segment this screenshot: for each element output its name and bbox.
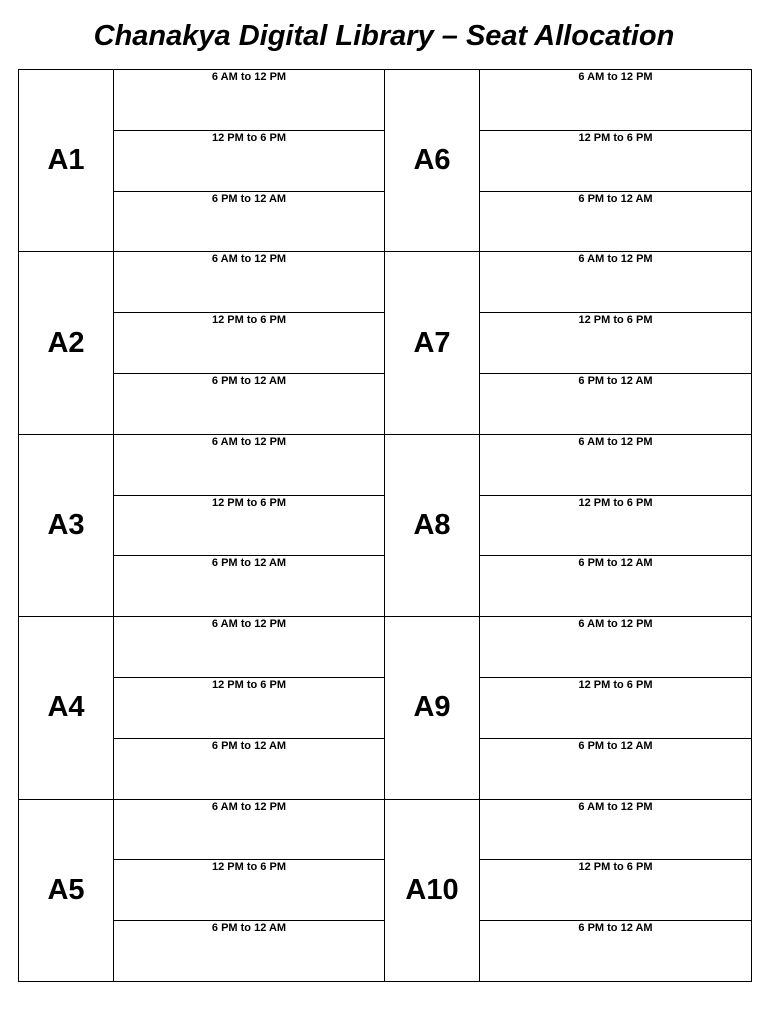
seat-label-left: A5 [19,799,114,981]
time-slot-cell: 6 AM to 12 PM [480,434,752,495]
table-row [19,70,752,131]
time-slot-cell: 6 PM to 12 AM [480,191,752,252]
time-slot-cell: 12 PM to 6 PM [114,860,385,921]
seat-label-right: A7 [385,252,480,434]
time-slot-cell: 6 PM to 12 AM [114,191,385,252]
time-slot-cell: 6 PM to 12 AM [114,373,385,434]
time-slot-cell: 6 PM to 12 AM [480,738,752,799]
time-slot-cell: 6 AM to 12 PM [480,799,752,860]
time-slot-cell: 12 PM to 6 PM [480,130,752,191]
time-slot-cell: 6 AM to 12 PM [480,70,752,131]
seat-label-left: A3 [19,434,114,616]
time-slot-cell: 6 AM to 12 PM [114,799,385,860]
seat-table-body [19,70,752,982]
table-row [19,617,752,678]
page-title: Chanakya Digital Library – Seat Allocation [93,20,675,52]
time-slot-cell: 6 AM to 12 PM [114,70,385,131]
seat-label-left: A2 [19,252,114,434]
time-slot-cell: 12 PM to 6 PM [480,313,752,374]
seat-label-right: A8 [385,434,480,616]
seat-label-right: A6 [385,70,480,252]
time-slot-cell: 6 PM to 12 AM [480,556,752,617]
time-slot-cell: 12 PM to 6 PM [114,313,385,374]
table-row [19,799,752,860]
time-slot-cell: 6 PM to 12 AM [114,921,385,982]
seat-label-left: A1 [19,70,114,252]
time-slot-cell: 6 AM to 12 PM [114,617,385,678]
time-slot-cell: 6 PM to 12 AM [480,373,752,434]
time-slot-cell: 6 PM to 12 AM [114,738,385,799]
table-row [19,434,752,495]
table-row [19,252,752,313]
seat-label-right: A10 [385,799,480,981]
time-slot-cell: 12 PM to 6 PM [114,130,385,191]
time-slot-cell: 6 AM to 12 PM [114,252,385,313]
time-slot-cell: 6 PM to 12 AM [480,921,752,982]
time-slot-cell: 6 AM to 12 PM [114,434,385,495]
time-slot-cell: 12 PM to 6 PM [114,495,385,556]
time-slot-cell: 6 AM to 12 PM [480,617,752,678]
seat-label-right: A9 [385,617,480,799]
time-slot-cell: 12 PM to 6 PM [114,677,385,738]
time-slot-cell: 12 PM to 6 PM [480,860,752,921]
seat-allocation-table [18,69,752,982]
time-slot-cell: 6 AM to 12 PM [480,252,752,313]
seat-label-left: A4 [19,617,114,799]
time-slot-cell: 12 PM to 6 PM [480,495,752,556]
time-slot-cell: 12 PM to 6 PM [480,677,752,738]
time-slot-cell: 6 PM to 12 AM [114,556,385,617]
